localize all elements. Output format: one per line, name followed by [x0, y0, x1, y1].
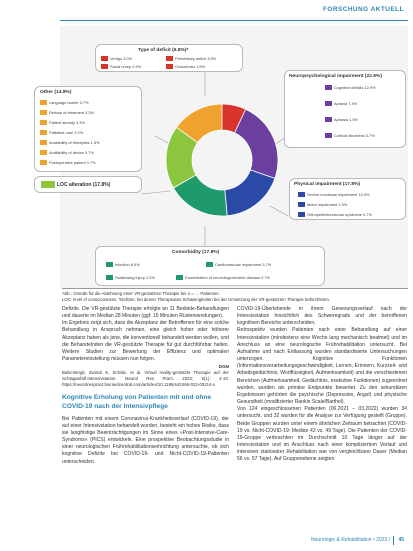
body-paragraph: COVID-19-Überlebende in ihrem Genesungsverlauf nach der Intensivstation hinsichtlich des Schweregrads und der betroffenen kognitiven Bereiche unterscheiden.: [237, 306, 407, 327]
body-paragraph: Im Ergebnis zeigt sich, dass die Akzeptanz der Betroffenen für eine solche Behandlung in Anspruch nehmen, eine gleich hoher oder höherer Akzeptanz haben als jene, die konventionell behandelt werden wollen, und die Behandelnden die VR-gestützte Therapie für gut durchführbar halten. Weitere Studien zur Bewertung der Effizienz und optimalen Parametereinstellung müssen nun folgen.: [62, 320, 229, 363]
legend-item-orthopedic: [298, 212, 372, 217]
legend-item-infection: [106, 262, 140, 267]
section-title-covid: Kognitive Erholung von Patienten mit und ohne COVID-19 nach der Intensivpflege: [62, 394, 212, 410]
legend-label: Aphasia 1.5%: [334, 117, 359, 122]
caption-rule: [62, 288, 408, 289]
legend-label: LOC alteration (17.8%): [57, 181, 111, 188]
legend-label: Refusal of treatment 3.3%: [49, 110, 94, 115]
legend-label: Cognitive deficits 12.9%: [334, 85, 376, 90]
figure-reasons-chart: [40, 26, 408, 288]
legend-swatch: [176, 275, 183, 280]
legend-item-motor: [298, 202, 347, 207]
legend-title-other: Other (14.8%): [40, 90, 72, 95]
legend-label: Swallowing injury 2.2%: [115, 275, 155, 280]
legend-item-device: [40, 150, 94, 155]
legend-item-severe-functional: [298, 192, 370, 197]
legend-swatch: [298, 202, 305, 207]
legend-swatch: [40, 130, 47, 135]
body-paragraph: Defizite. Die VR-gestützte Therapie erfolgte an 11 Bedside-Behandlungen und dauerte im Median 28 Minuten (ggf. 15 Minuten Rüsterwendungen).: [62, 306, 229, 320]
legend-item-postoperative: [40, 160, 96, 165]
legend-item-exacerbation: [176, 275, 270, 280]
text-column-left: [62, 306, 229, 466]
legend-swatch: [40, 110, 47, 115]
legend-item-cardiovascular: [206, 262, 271, 267]
legend-item-language-barrier: [40, 100, 89, 105]
header-section-label: FORSCHUNG AKTUELL: [322, 6, 404, 13]
figure-caption-line-1: Abb.: Gründe für die Ablehnung einer VR-gestützten Therapie bei n = … Patienten.: [62, 291, 220, 296]
legend-swatch: [40, 160, 47, 165]
legend-swatch: [41, 181, 55, 188]
legend-label: Availability of device 0.7%: [49, 150, 94, 155]
legend-item-periorbitary: [166, 56, 216, 61]
legend-item-loc: [41, 181, 110, 188]
legend-label: Motor impairment 1.5%: [307, 202, 348, 207]
legend-label: Exacerbation of neurodegenerative disease 0.7%: [185, 275, 271, 280]
legend-swatch: [40, 140, 47, 145]
legend-swatch: [298, 192, 305, 197]
legend-swatch: [40, 100, 47, 105]
legend-box-other: [34, 86, 142, 172]
legend-item-cognitive: [325, 85, 376, 90]
legend-title-type-of-deficit: Type of deficit (6.8%)*: [138, 48, 189, 53]
body-paragraph: Retrospektiv wurden Patienten nach einer Behandlung auf einer Intensivstation (mindestens eine Woche lang mechanisch beatmet) und im Anschluss an eine neurologische Frührehabilitation untersucht. Bei Aufnahme und nach Entlassung wurden standardisierte Untersuchungen unterzogen. Kognitive Funktionen (Informationsverarbeitungsgeschwindigkeit, Lernen, Erinnern, Kurzzeit- und Arbeitsgedächtnis, Wortflüssigkeit, Aufmerksamkeit) und die verschiedenen Bereichen (Aufmerksamkeit, Gedächtnis, exekutive Funktionen) zugeordnet wurden, wurden als primäre Endpunkte bewertet. Zu den sekundären Ergebnissen gehörten die psychische (Depression, Angst) und physische Gesundheit (modifizierter Rankin Scale/Barthel).: [237, 327, 407, 406]
legend-item-facial-creep: [101, 64, 141, 69]
legend-swatch: [166, 56, 173, 61]
legend-swatch: [325, 101, 332, 106]
figure-caption-line-2: LOC: level of consciousness. *Defizite, bei denen Therapeuten Schwierigkeiten bei der Umsetzung der VR-gestützten Therapie befürchteten.: [62, 297, 331, 302]
legend-box-type-of-deficit: [95, 44, 243, 72]
legend-item-apraxia: [325, 101, 357, 106]
legend-box-comorbidity: [95, 246, 325, 286]
legend-label: Availability of therapists 1.5%: [49, 140, 100, 145]
signature: DGN: [218, 364, 229, 370]
legend-swatch: [40, 120, 47, 125]
legend-label: Orthopedic/functional syndrome 0.7%: [307, 212, 372, 217]
legend-item-aphasia: [325, 117, 358, 122]
header-rule: [60, 20, 408, 21]
legend-label: Patient already 3.3%: [49, 120, 85, 125]
legend-label: Oculomotor 1.5%: [175, 64, 206, 69]
legend-swatch: [106, 275, 113, 280]
legend-item-therapists: [40, 140, 100, 145]
legend-label: Cardiovascular impairment 3.7%: [215, 262, 272, 267]
legend-title-neuropsychological: Neuropsychological impairment (22.9%): [289, 74, 382, 79]
legend-item-vertigo: [101, 56, 132, 61]
legend-swatch: [40, 150, 47, 155]
legend-swatch: [325, 117, 332, 122]
legend-label: Severe functional impairment 10.3%: [307, 192, 370, 197]
legend-swatch: [206, 262, 213, 267]
donut-segment: [235, 109, 278, 178]
body-paragraph: Von 124 eingeschlossenen Patienten (06.2021 – 03.2022) wurden 34 untersucht, und 32 wurden für die Analyse zur Verfügung gestellt (Gruppe). Beide Gruppen wurden unter einem ähnlichen Zeitraum betrachtet (COVID-19 vs. Nicht-COVID-19: Median 42 vs. 49 Tage). Die Patienten der COVID-19-Gruppe verbrachten im Durchschnitt 10 Tage länger auf der Intensivstation und im Anschluss nach einer kompliziertem Verlauf und intensiver stationärer Rehabilitation war von vergleichbarer Dauer (Median 56 vs. 57 Tage). Auf Gruppenebene zeigten: [237, 406, 407, 463]
legend-box-physical: [289, 178, 406, 220]
legend-label: Language barrier 3.7%: [49, 100, 89, 105]
legend-label: Infection 8.9%: [115, 262, 140, 267]
legend-item-refusal: [40, 110, 94, 115]
legend-box-neuropsychological: [284, 70, 406, 148]
body-paragraph: Bei Patienten mit einem Coronavirus-Krankheitsverlauf (COVID-19), der auf einer Intensivstation behandelt wurden, besteht ein hohes Risiko, dass sie langfristige Beeinträchtigungen im Sinne eines »Post-Intensive-Care-Syndroms« (PICS) entwickeln. Eine prospektive Beobachtungsstudie in einer neurologischen Frührehabilitationseinrichtung untersuchte, ob sich kognitive Defizite bei COVID-19- und Nicht-COVID-19-Patienten unterscheiden.: [62, 415, 229, 465]
footer-page-number: 45: [398, 537, 404, 543]
donut-segment: [225, 170, 275, 216]
legend-swatch: [166, 64, 173, 69]
legend-label: Periorbitary deficit 3.5%: [175, 56, 217, 61]
citation: Bulle-Bergk, Zwinck K, Schüle, et al. Virtual reality-gestützte Therapie auf der Schlaganfall-Intensivstation. Neurol Res Pract. 2022; 5(1): 4-10. https://neurolrespract.biomedcentral.com/articles/10.1186/s42466-022-00214-x: [62, 370, 229, 388]
legend-swatch: [101, 56, 108, 61]
legend-item-cortical: [325, 133, 375, 138]
text-column-right: [237, 306, 407, 463]
legend-title-comorbidity: Comorbidity (17.8%): [172, 250, 220, 255]
footer-journal: Neurologie & Rehabilitation • 2023 /: [310, 537, 390, 543]
reasons-donut: [162, 100, 282, 220]
legend-swatch: [325, 133, 332, 138]
legend-item-swallowing: [106, 275, 155, 280]
legend-label: Vertigo 3.0%: [110, 56, 133, 61]
legend-swatch: [298, 212, 305, 217]
legend-swatch: [325, 85, 332, 90]
legend-label: Cortical blindness 0.7%: [334, 133, 375, 138]
legend-title-physical: Physical impairment (17.8%): [294, 182, 361, 187]
legend-item-patient-already: [40, 120, 85, 125]
legend-box-loc: [34, 176, 142, 193]
legend-label: Facial creep 2.2%: [110, 64, 142, 69]
legend-label: Apraxia 7.4%: [334, 101, 358, 106]
footer-divider: [393, 536, 394, 545]
legend-item-palliative: [40, 130, 83, 135]
legend-label: Postoperative patient 0.7%: [49, 160, 96, 165]
legend-swatch: [106, 262, 113, 267]
legend-label: Palliative care 2.2%: [49, 130, 84, 135]
legend-swatch: [101, 64, 108, 69]
legend-item-oculomotor: [166, 64, 205, 69]
